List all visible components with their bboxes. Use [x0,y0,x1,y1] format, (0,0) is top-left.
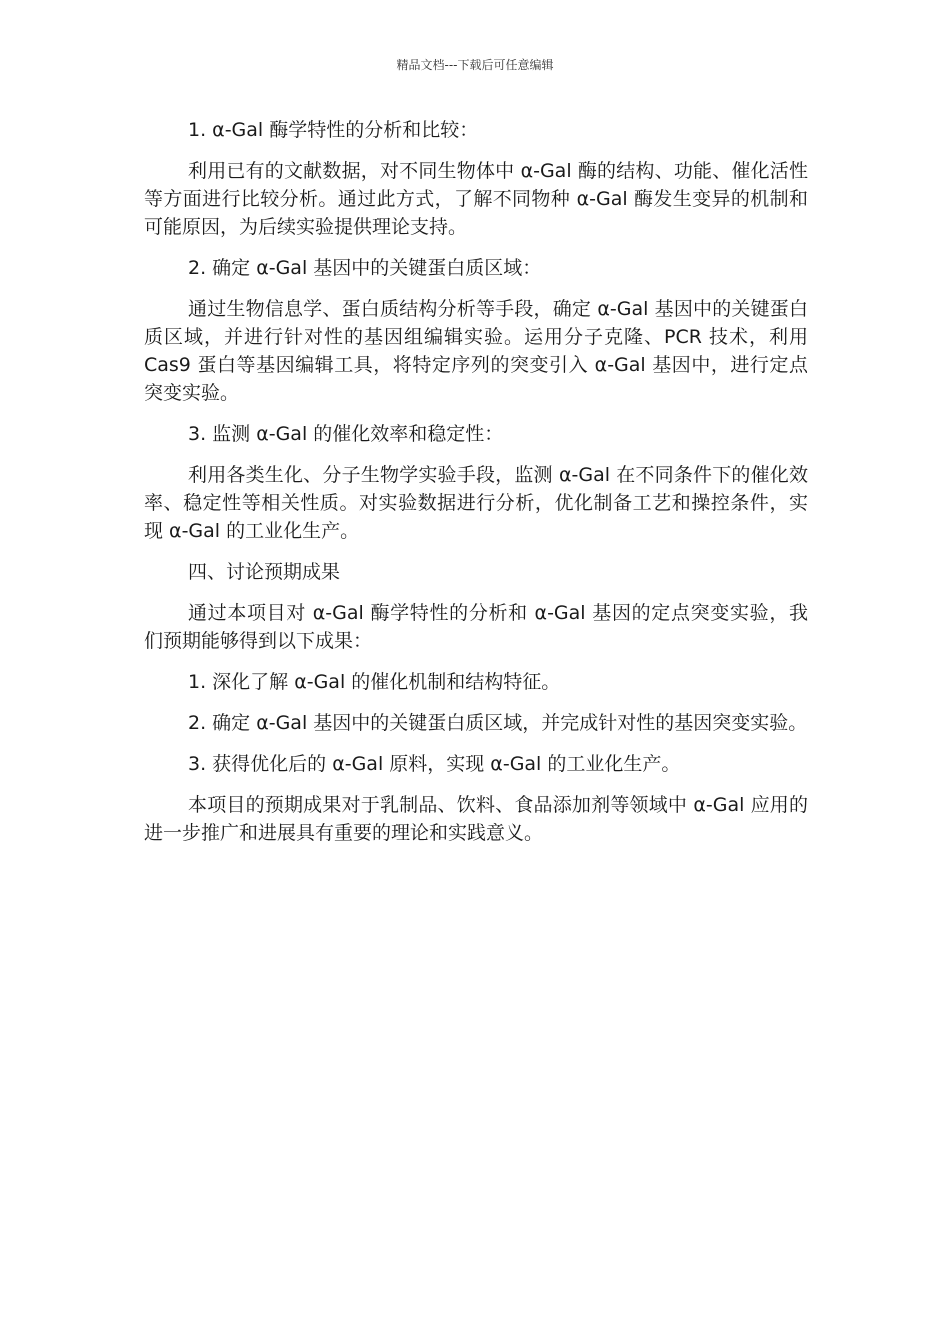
paragraph-conclusion: 本项目的预期成果对于乳制品、饮料、食品添加剂等领域中 α-Gal 应用的进一步推广和进展具有重要的理论和实践意义。 [144,794,808,844]
paragraph-expected-results-intro: 通过本项目对 α-Gal 酶学特性的分析和 α-Gal 基因的定点突变实验，我们预期能够得到以下成果： [144,602,808,652]
section-heading-expected-results: 四、讨论预期成果 [188,561,341,583]
section-heading-enzyme-analysis: 1. α-Gal 酶学特性的分析和比较： [188,119,479,141]
page-header: 精品文档---下载后可任意编辑 [396,58,554,72]
paragraph-catalytic-monitoring: 利用各类生化、分子生物学实验手段，监测 α-Gal 在不同条件下的催化效率、稳定性等相关性质。对实验数据进行分析，优化制备工艺和操控条件，实现 α-Gal 的工业化生产。 [144,464,808,542]
paragraph-key-protein-region: 通过生物信息学、蛋白质结构分析等手段，确定 α-Gal 基因中的关键蛋白质区域，并进行针对性的基因组编辑实验。运用分子克隆、PCR 技术，利用 Cas9 蛋白等基因编辑工具，将特定序列的突变引入 α-Gal 基因中，进行定点突变实验。 [144,298,808,404]
list-item-result-3: 3. 获得优化后的 α-Gal 原料，实现 α-Gal 的工业化生产。 [188,753,681,775]
section-heading-catalytic-monitoring: 3. 监测 α-Gal 的催化效率和稳定性： [188,423,504,445]
list-item-result-2: 2. 确定 α-Gal 基因中的关键蛋白质区域，并完成针对性的基因突变实验。 [188,712,808,734]
paragraph-enzyme-analysis: 利用已有的文献数据，对不同生物体中 α-Gal 酶的结构、功能、催化活性等方面进行比较分析。通过此方式，了解不同物种 α-Gal 酶发生变异的机制和可能原因，为后续实验提供理论支持。 [144,160,808,238]
document-body [144,116,808,860]
section-heading-key-protein-region: 2. 确定 α-Gal 基因中的关键蛋白质区域： [188,257,542,279]
list-item-result-1: 1. 深化了解 α-Gal 的催化机制和结构特征。 [188,671,561,693]
